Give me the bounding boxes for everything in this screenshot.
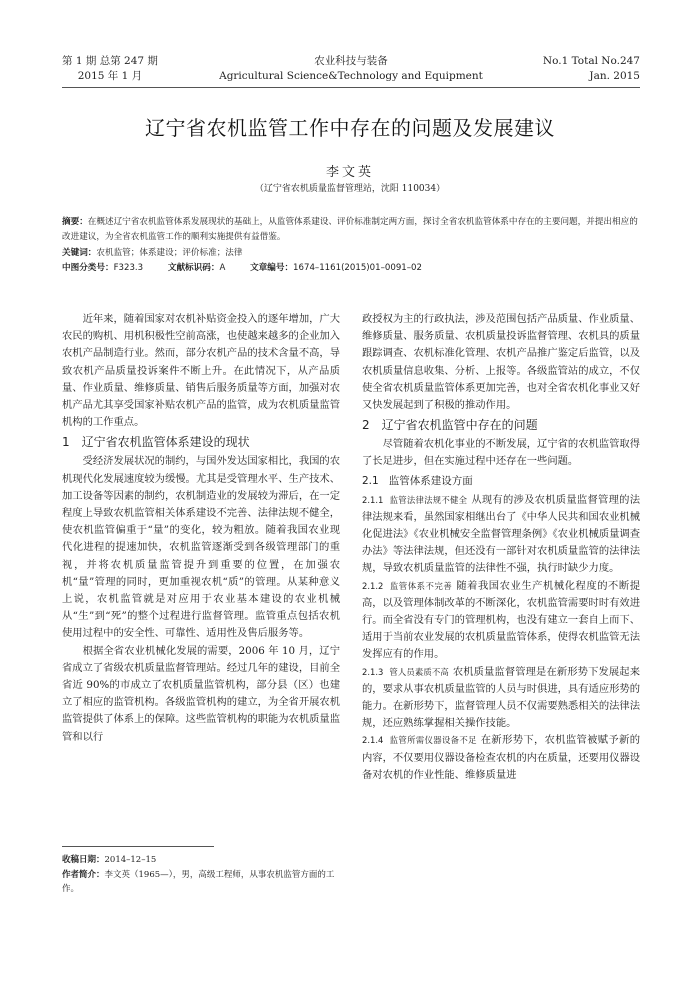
issue-number: 第 1 期 总第 247 期 bbox=[62, 55, 158, 67]
running-header bbox=[62, 54, 640, 90]
section-2-1-4-title: 监管所需仪器设备不足 bbox=[389, 735, 477, 746]
footnote bbox=[62, 853, 340, 897]
classification-line bbox=[62, 261, 642, 276]
section-1-title: 辽宁省农机监管体系建设的现状 bbox=[81, 435, 250, 450]
article-title: 辽宁省农机监管工作中存在的问题及发展建议 bbox=[145, 116, 555, 140]
abstract-text: 在概述辽宁省农机监管体系发展现状的基础上，从监管体系建设、评价标准制定两方面，探讨全省农机监管体系中存在的主要问题，并提出相应的改进建议，为全省农机监管工作的顺利实施提供有益借鉴。 bbox=[62, 217, 638, 242]
section-1-continued: 政授权为主的行政执法，涉及范围包括产品质量、作业质量、维修质量、服务质量、农机质量投诉监督管理、农机具的质量跟踪调查、农机标准化管理、农机产品推广鉴定后监管，以及农机质量信息收集、分析、上报等。各级监管站的成立，不仅使全省农机质量监管体系更加完善，也对全省农机化事业又好又快发展起到了积极的推动作用。 bbox=[362, 313, 641, 412]
abstract bbox=[62, 215, 642, 244]
received-date bbox=[62, 853, 340, 868]
section-2-1-1-title: 监管法律法规不健全 bbox=[389, 494, 468, 505]
issue-date-en: Jan. 2015 bbox=[589, 70, 640, 82]
clc-value: F323.3 bbox=[113, 263, 144, 273]
author-name: 李文英 bbox=[325, 165, 374, 180]
section-2-1-2-heading bbox=[362, 581, 452, 591]
received-value: 2014–12–15 bbox=[104, 855, 157, 865]
header-rule bbox=[62, 87, 640, 88]
section-1-paragraph-1: 受经济发展状况的制约，与国外发达国家相比，我国的农机现代化发展速度较为缓慢。尤其是受管理水平、生产技术、加工设备等因素的制约，农机制造业的发展较为滞后，在一定程度上导致农机监管相关体系建设不完善、法律法规不健全，使农机监管偏重于“量”的变化，较为粗放。随着我国农业现代化进程的提速加快，农机监管逐渐受到各级管理部门的重视，并将农机质量监管提升到重要的位置，在加强农机“量”管理的同时，更加重视农机“质”的管理。从某种意义上说，农机监管就是对应用于农业基本建设的农业机械从“生”到“死”的整个过程进行监督管理。监管重点包括农机使用过程中的安全性、可靠性、适用性及售后服务等。 bbox=[62, 455, 341, 640]
section-2-1-1 bbox=[362, 492, 640, 578]
section-2-heading bbox=[362, 417, 640, 434]
section-2-1-4 bbox=[362, 732, 640, 784]
section-2-paragraph: 尽管随着农机化事业的不断发展，辽宁省的农机监管取得了长足进步，但在实施过程中还存在一些问题。 bbox=[362, 438, 641, 468]
keywords-label: 关键词： bbox=[62, 248, 97, 258]
section-2-1-1-number: 2.1.1 bbox=[362, 494, 384, 505]
author-bio bbox=[62, 868, 340, 897]
clc bbox=[62, 263, 143, 273]
section-2-1-4-number: 2.1.4 bbox=[362, 735, 384, 746]
section-2-number: 2 bbox=[362, 418, 370, 433]
article-number-value: 1674–1161(2015)01–0091–02 bbox=[293, 263, 422, 273]
received-label: 收稿日期： bbox=[62, 855, 105, 865]
section-2-1-heading bbox=[362, 473, 640, 490]
issue-number-en: No.1 Total No.247 bbox=[542, 55, 640, 67]
section-2-1-number: 2.1 bbox=[362, 474, 379, 487]
doc-code bbox=[168, 263, 225, 273]
section-2-1-1-text: 从现有的涉及农机质量监督管理的法律法规来看，虽然国家相继出台了《中华人民共和国农业机械化促进法》《农业机械安全监督管理条例》《农业机械质量调查办法》等法律法规，但还没有一部针对农机质量监管的法律法规，导致农机质量监管的法律性不强，执行时缺少力度。 bbox=[362, 493, 641, 575]
journal-name-cn: 农业科技与装备 bbox=[314, 55, 388, 67]
section-1-paragraph-2: 根据全省农业机械化发展的需要，2006 年 10 月，辽宁省成立了省级农机质量监督管理站。经过几年的建设，目前全省近 90%的市成立了农机质量监管机构，部分县（区）也建立了相应的监管机构。各级监管机构的建立，为全省开展农机监管提供了体系上的保障。这些监管机构的职能为农机质量监管和以行 bbox=[62, 644, 341, 743]
journal-name-en: Agricultural Science&Technology and Equipment bbox=[219, 70, 483, 82]
section-2-1-3-heading bbox=[362, 667, 449, 677]
section-2-1-3 bbox=[362, 664, 640, 733]
section-2-1-title: 监管体系建设方面 bbox=[388, 474, 473, 487]
author-affiliation: （辽宁省农机质量监督管理站，沈阳 110034） bbox=[254, 184, 446, 194]
author-bio-label: 作者简介： bbox=[62, 869, 105, 880]
section-2-1-3-number: 2.1.3 bbox=[362, 666, 384, 677]
author-bio-text: 李文英（1965—），男，高级工程师，从事农机监管方面的工作。 bbox=[62, 869, 335, 894]
doc-code-value: A bbox=[219, 263, 226, 273]
right-column bbox=[362, 311, 640, 784]
article-number bbox=[250, 263, 422, 273]
issue-info-en bbox=[543, 54, 640, 84]
doc-code-label: 文献标识码： bbox=[167, 263, 220, 273]
section-2-1-2-title: 监管体系不完善 bbox=[389, 580, 453, 591]
section-2-1-1-heading bbox=[362, 495, 467, 505]
section-2-1-4-text: 在新形势下，农机监管被赋予新的内容，不仅要用仪器设备检查农机的内在质量，还要用仪器设备对农机的作业性能、维修质量进 bbox=[362, 734, 641, 781]
section-2-1-2-text: 随着我国农业生产机械化程度的不断提高，以及管理体制改革的不断深化，农机监管需要时时有效进行。而全省没有专门的管理机构，也没有建立一套自上而下、适用于当前农业发展的农机质量监管体系，使得农机监管无法发挥应有的作用。 bbox=[362, 579, 641, 661]
keywords-text: 农机监管；体系建设；评价标准；法律 bbox=[96, 248, 243, 258]
section-2-1-2-number: 2.1.2 bbox=[362, 580, 384, 591]
intro-paragraph: 近年来，随着国家对农机补贴资金投入的逐年增加，广大农民的购机、用机积极性空前高涨，也使越来越多的企业加入农机产品制造行业。然而，部分农机产品的技术含量不高，导致农机产品质量投诉案件不断上升。在此情况下，从产品质量、作业质量、维修质量、销售后服务质量等方面，加强对农机产品尤其享受国家补贴农机产品的监管，成为农机质量监管机构的工作重点。 bbox=[62, 313, 341, 429]
abstract-label: 摘要： bbox=[62, 217, 88, 227]
issue-date: 2015 年 1 月 bbox=[77, 70, 143, 82]
section-1-heading bbox=[62, 434, 340, 451]
section-2-1-2 bbox=[362, 578, 640, 664]
article-number-label: 文章编号： bbox=[250, 263, 294, 273]
left-column bbox=[62, 311, 340, 746]
footnote-rule bbox=[62, 846, 214, 847]
clc-label: 中图分类号： bbox=[62, 263, 114, 273]
section-2-1-3-text: 农机质量监督管理是在新形势下发展起来的，要求从事农机质量监管的人员与时俱进，具有适应形势的能力。在新形势下，监督管理人员不仅需要熟悉相关的法律法规，还应熟练掌握相关操作技能。 bbox=[362, 665, 641, 730]
section-2-1-4-heading bbox=[362, 735, 477, 745]
section-2-1-3-title: 管人员素质不高 bbox=[389, 666, 449, 677]
section-1-number: 1 bbox=[62, 435, 70, 450]
keywords bbox=[62, 246, 642, 261]
section-2-title: 辽宁省农机监管中存在的问题 bbox=[381, 418, 538, 433]
